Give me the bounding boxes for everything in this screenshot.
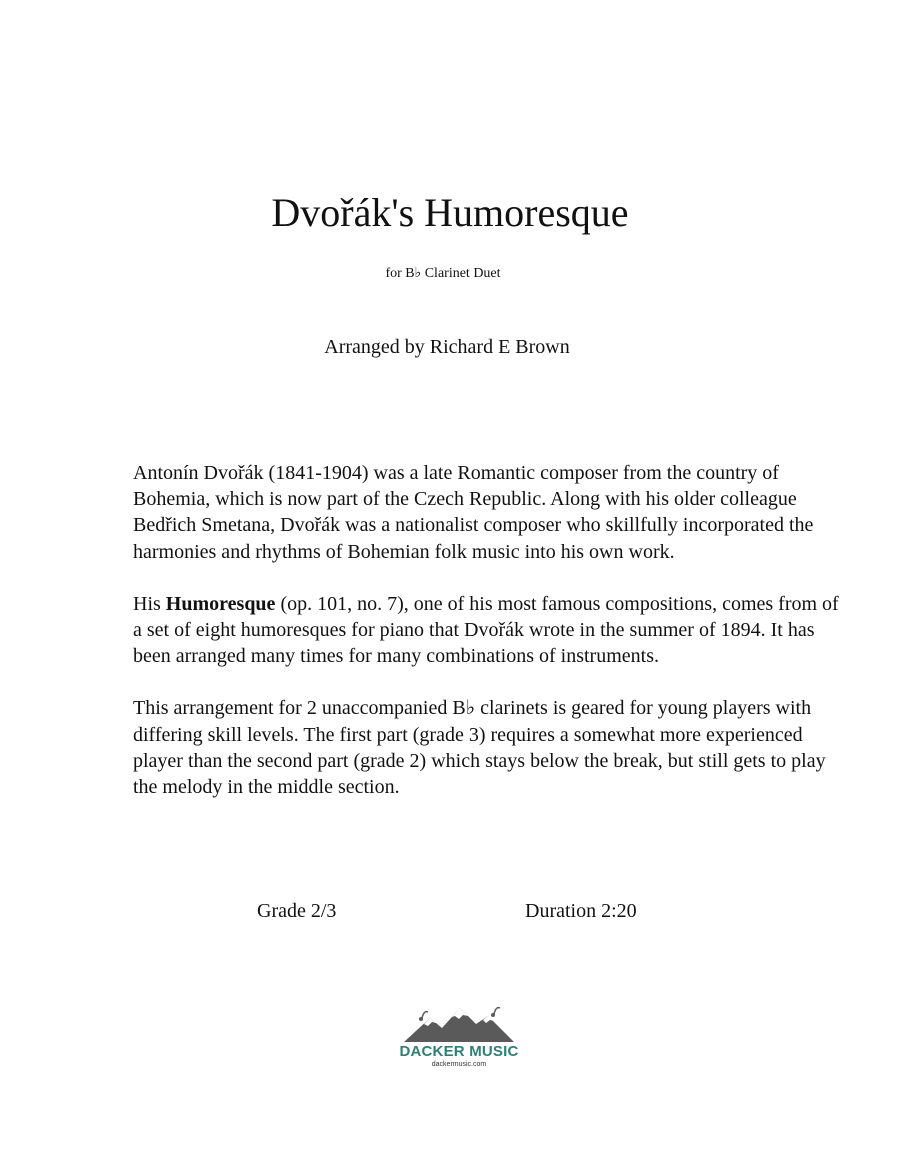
description — [133, 460, 843, 826]
publisher-logo — [398, 1004, 520, 1074]
subtitle: for B♭ Clarinet Duet — [385, 266, 501, 281]
grade-label: Grade 2/3 — [257, 900, 337, 922]
paragraph-history: Antonín Dvořák (1841-1904) was a late Romantic composer from the country of Bohemia, which is now part of the Czech Republic. Along with his older colleague Bedřich Smetana, Dvořák was a nationalist composer who skillfully incorporated the harmonies and rhythms of Bohemian folk music into his own work. — [133, 462, 814, 563]
paragraph-arrangement: This arrangement for 2 unaccompanied B♭ clarinets is geared for young players with differing skill levels. The first part (grade 3) requires a somewhat more experienced player than the second part (grade 2) which stays below the break, but still gets to play the melody in the middle section. — [133, 697, 826, 799]
logo-url: dackermusic.com — [431, 1061, 487, 1068]
page-title: Dvořák's Humoresque — [271, 190, 629, 235]
logo-name: DACKER MUSIC — [399, 1043, 519, 1060]
work-title: Humoresque — [165, 592, 276, 615]
paragraph-composition — [133, 591, 843, 670]
duration-label: Duration 2:20 — [525, 900, 637, 922]
arranger-credit: Arranged by Richard E Brown — [324, 336, 570, 358]
paragraph-text: His — [133, 592, 166, 615]
paragraph-text: (op. 101, no. 7), one of his most famous compositions, comes from of a set of eight humoresques for piano that Dvořák wrote in the summer of 1894. It has been arranged many times for many combinations of instruments. — [133, 592, 839, 668]
mountains-icon — [400, 1004, 518, 1044]
